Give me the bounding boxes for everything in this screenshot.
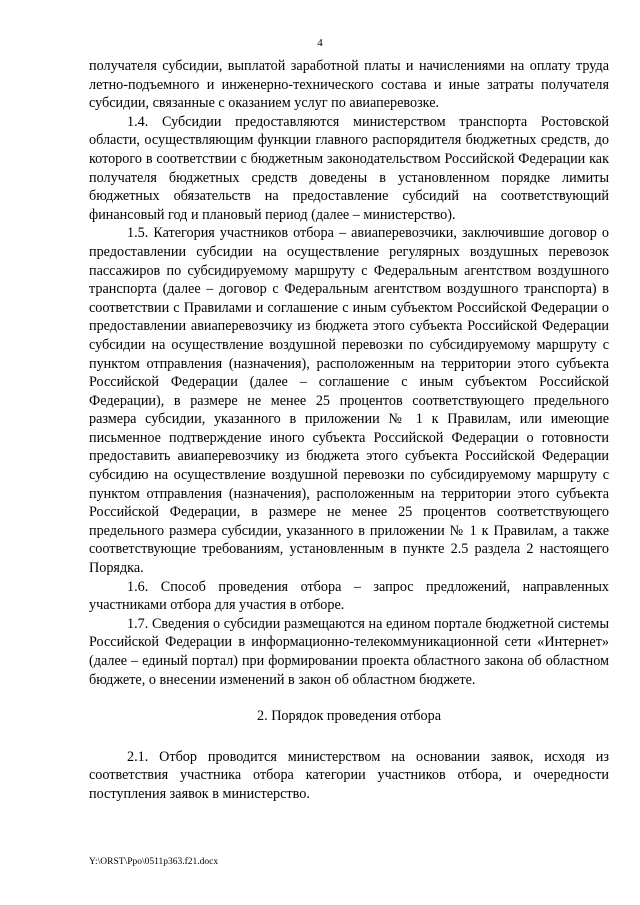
- paragraph-2-1: 2.1. Отбор проводится министерством на основании заявок, исходя из соответствия участника отбора категории участников отбора, и очередности поступления заявок в министерство.: [89, 748, 609, 802]
- footer-file-path: Y:\ORST\Ppo\0511p363.f21.docx: [89, 857, 219, 867]
- paragraph-1-6: 1.6. Способ проведения отбора – запрос предложений, направленных участниками отбора для участия в отборе.: [89, 578, 609, 614]
- page-number: 4: [317, 37, 323, 49]
- paragraph-continuation: получателя субсидии, выплатой заработной платы и начислениями на оплату труда летно-подъемного и инженерно-технического состава и иные затраты получателя субсидии, связанные с оказанием услуг по авиаперевозке.: [89, 58, 609, 112]
- paragraph-1-4: 1.4. Субсидии предоставляются министерством транспорта Ростовской области, осуществляющим функции главного распорядителя бюджетных средств, до которого в соответствии с бюджетным законодательством Российской Федерации как получателя бюджетных средств доведены в установленном порядке лимиты бюджетных обязательств на предоставление субсидий на соответствующий финансовый год и плановый период (далее – министерство).: [89, 113, 609, 223]
- section-heading: 2. Порядок проведения отбора: [257, 708, 441, 725]
- document-body: [89, 57, 609, 804]
- paragraph-1-7: 1.7. Сведения о субсидии размещаются на едином портале бюджетной системы Российской Федерации в информационно-телекоммуникационной сети «Интернет» (далее – единый портал) при формировании проекта областного закона об областном бюджете, о внесении изменений в закон об областном бюджете.: [89, 615, 609, 688]
- paragraph-1-5: 1.5. Категория участников отбора – авиаперевозчики, заключившие договор о предоставлении субсидии на осуществление регулярных воздушных перевозок пассажиров по субсидируемому маршруту с Федеральным агентством воздушного транспорта (далее – договор с Федеральным агентством воздушного транспорта) в соответствии с Правилами и соглашение с иным субъектом Российской Федерации о предоставлении авиаперевозчику из бюджета этого субъекта Российской Федерации субсидии на осуществление воздушной перевозки по субсидируемому маршруту с пунктом отправления (назначения), расположенным на территории этого субъекта Российской Федерации (далее – соглашение с иным субъектом Российской Федерации), в размере не менее 25 процентов соответствующего предельного размера субсидии, указанного в приложении № 1 к Правилам, или имеющие письменное подтверждение иного субъекта Российской Федерации о готовности предоставить авиаперевозчику из бюджета этого субъекта Российской Федерации субсидию на осуществление воздушной перевозки по субсидируемому маршруту с пунктом отправления (назначения), расположенным на территории этого субъекта Российской Федерации, в размере не менее 25 процентов соответствующего предельного размера субсидии, указанного в приложении № 1 к Правилам, а также соответствующие требованиям, установленным в пункте 2.5 раздела 2 настоящего Порядка.: [89, 225, 609, 577]
